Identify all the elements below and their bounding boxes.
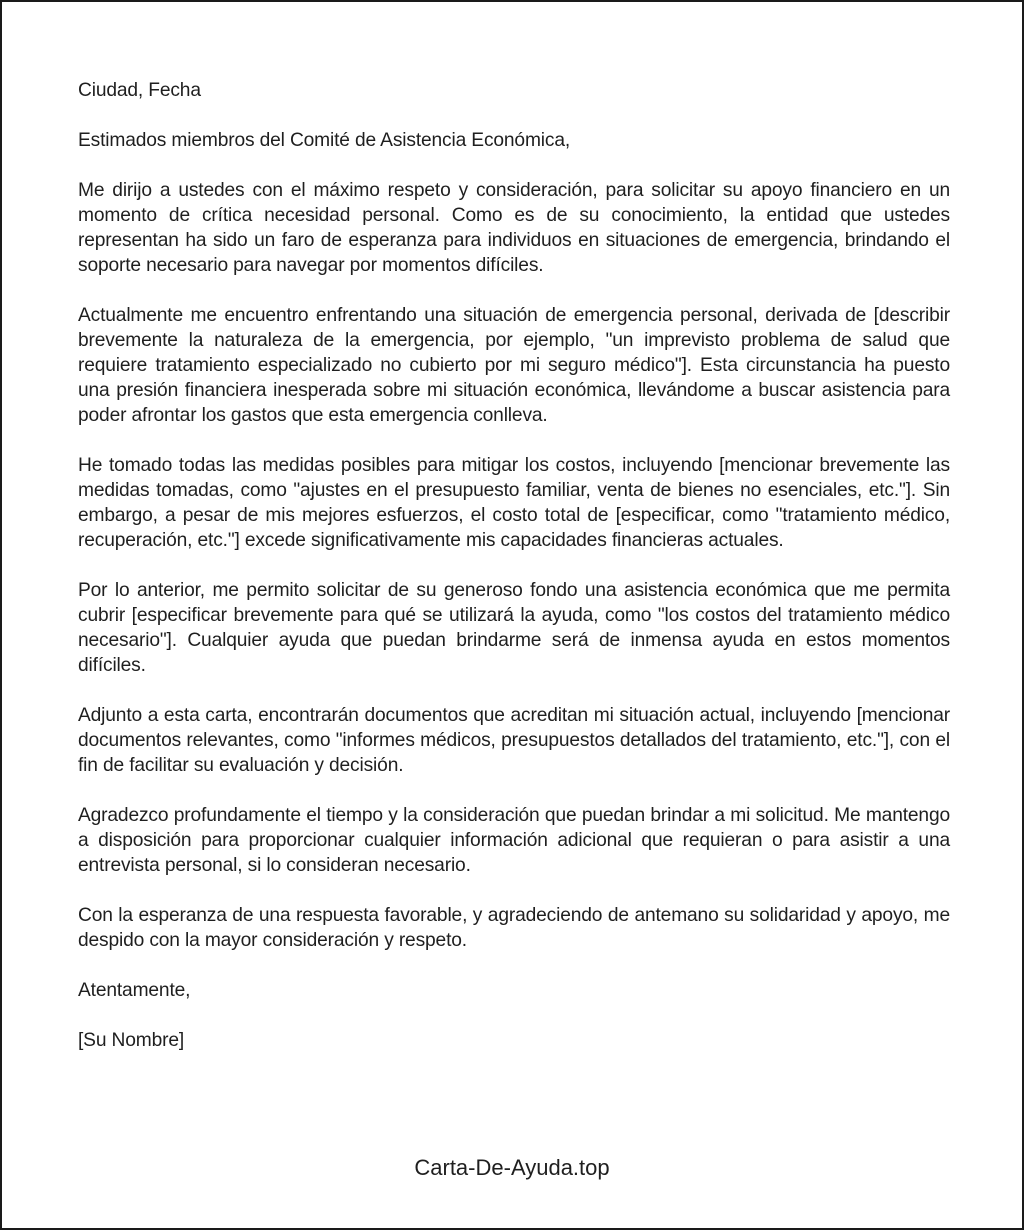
site-watermark: Carta-De-Ayuda.top (414, 1155, 610, 1180)
salutation: Estimados miembros del Comité de Asistencia Económica, (78, 130, 571, 151)
paragraph-measures: He tomado todas las medidas posibles para mitigar los costos, incluyendo [mencionar brevemente las medidas tomadas, como "ajustes en el presupuesto familiar, venta de bienes no esenciales, etc."]. Sin embargo, a pesar de mis mejores esfuerzos, el costo total de [especificar, como "tratamiento médico, recuperación, etc."] excede significativamente mis capacidades financieras actuales. (78, 455, 950, 551)
place-date: Ciudad, Fecha (78, 80, 201, 101)
closing: Atentamente, (78, 980, 191, 1001)
paragraph-situation: Actualmente me encuentro enfrentando una situación de emergencia personal, derivada de [describir brevemente la naturaleza de la emergencia, por ejemplo, "un imprevisto problema de salud que requiere tratamiento especializado no cubierto por mi seguro médico"]. Esta circunstancia ha puesto una presión financiera inesperada sobre mi situación económica, llevándome a buscar asistencia para poder afrontar los gastos que esta emergencia conlleva. (78, 305, 950, 426)
paragraph-request: Me dirijo a ustedes con el máximo respeto y consideración, para solicitar su apoyo financiero en un momento de crítica necesidad personal. Como es de su conocimiento, la entidad que ustedes representan ha sido un faro de esperanza para individuos en situaciones de emergencia, brindando el soporte necesario para navegar por momentos difíciles. (78, 180, 950, 276)
paragraph-thanks: Agradezco profundamente el tiempo y la consideración que puedan brindar a mi solicitud. Me mantengo a disposición para proporcionar cualquier información adicional que requieran o para asistir a una entrevista personal, si lo consideran necesario. (78, 805, 950, 876)
signature: [Su Nombre] (78, 1030, 185, 1051)
letter-body (78, 78, 950, 1078)
paragraph-attachments: Adjunto a esta carta, encontrarán documentos que acreditan mi situación actual, incluyendo [mencionar documentos relevantes, como "informes médicos, presupuestos detallados del tratamiento, etc."], con el fin de facilitar su evaluación y decisión. (78, 705, 950, 776)
paragraph-farewell: Con la esperanza de una respuesta favorable, y agradeciendo de antemano su solidaridad y apoyo, me despido con la mayor consideración y respeto. (78, 905, 950, 951)
paragraph-assistance: Por lo anterior, me permito solicitar de su generoso fondo una asistencia económica que me permita cubrir [especificar brevemente para qué se utilizará la ayuda, como "los costos del tratamiento médico necesario"]. Cualquier ayuda que puedan brindarme será de inmensa ayuda en estos momentos difíciles. (78, 580, 950, 676)
